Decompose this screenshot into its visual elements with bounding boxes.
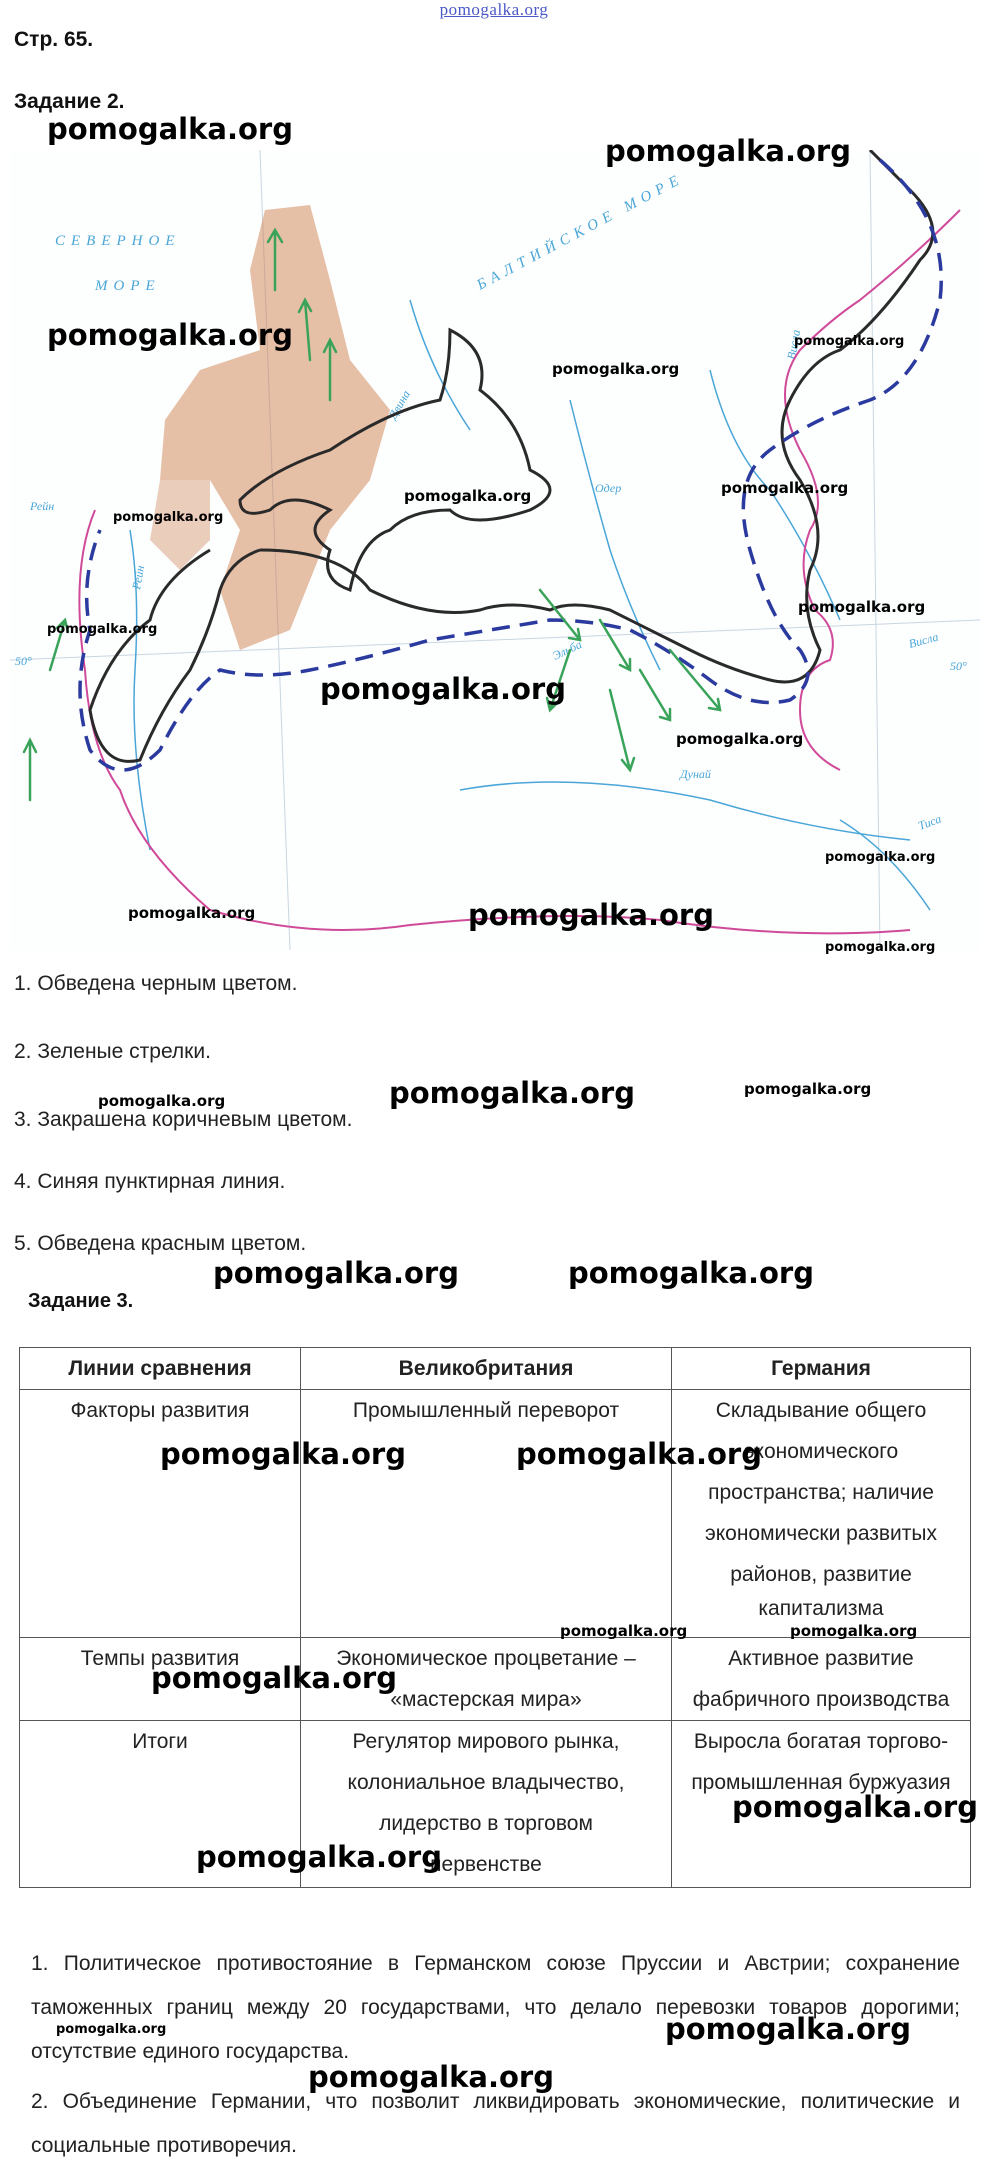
green-arrow <box>540 590 580 640</box>
watermark: pomogalka.org <box>825 940 936 955</box>
table-header-cell: Линии сравнения <box>20 1348 301 1390</box>
green-arrow <box>640 670 670 720</box>
answer-item: 5. Обведена красным цветом. <box>14 1232 307 1255</box>
task3-title: Задание 3. <box>28 1290 134 1312</box>
watermark: pomogalka.org <box>113 510 224 525</box>
answer-item: 3. Закрашена коричневым цветом. <box>14 1108 353 1131</box>
watermark: pomogalka.org <box>47 318 293 352</box>
watermark: pomogalka.org <box>676 730 804 748</box>
watermark: pomogalka.org <box>56 2022 167 2037</box>
table-row <box>20 1638 971 1721</box>
map-label-north-sea-1: СЕВЕРНОЕ <box>55 233 181 249</box>
cell-line: колониальное владычество, <box>347 1771 625 1794</box>
table-header-cell: Германия <box>672 1348 971 1390</box>
watermark: pomogalka.org <box>389 1076 635 1110</box>
watermark: pomogalka.org <box>790 1622 918 1640</box>
map-label-dvina: Двина <box>385 387 413 422</box>
watermark: pomogalka.org <box>794 334 905 349</box>
cell-line: Выросла богатая торгово- <box>693 1730 949 1753</box>
answer-item: 1. Обведена черным цветом. <box>14 972 298 995</box>
green-arrows <box>24 230 720 800</box>
watermark: pomogalka.org <box>516 1437 762 1471</box>
table-cell: Темпы развития <box>20 1638 301 1721</box>
watermark: pomogalka.org <box>721 479 849 497</box>
watermark: pomogalka.org <box>744 1080 872 1098</box>
map-svg <box>10 150 980 950</box>
table-cell <box>301 1638 672 1721</box>
watermark: pomogalka.org <box>160 1437 406 1471</box>
map-label-lat-right: 50° <box>950 659 967 673</box>
watermark: pomogalka.org <box>665 2012 911 2046</box>
green-arrow <box>50 620 68 670</box>
table-row <box>20 1721 971 1888</box>
table-header-cell: Великобритания <box>301 1348 672 1390</box>
watermark: pomogalka.org <box>798 598 926 616</box>
map-label-elbe: Эльба <box>550 637 584 663</box>
watermark: pomogalka.org <box>213 1256 459 1290</box>
watermark: pomogalka.org <box>732 1790 978 1824</box>
cell-line: Промышленный переворот <box>352 1399 620 1422</box>
watermark: pomogalka.org <box>320 672 566 706</box>
red-border <box>79 210 960 933</box>
watermark: pomogalka.org <box>128 904 256 922</box>
map-label-north-sea-2: МОРЕ <box>95 278 161 294</box>
page-label: Стр. 65. <box>14 28 94 51</box>
cell-line: лидерство в торговом <box>379 1812 593 1835</box>
map-label-oder: Одер <box>595 481 622 495</box>
table-cell <box>672 1638 971 1721</box>
answer-paragraph: 1. Политическое противостояние в Германском союзе Пруссии и Австрии; сохранение таможенных границ между 20 государствами, что делало перевозки товаров дорогими; отсутствие единого государства. <box>31 1952 960 2063</box>
map-label-lat-left: 50° <box>15 654 32 668</box>
green-arrow <box>24 740 36 800</box>
cell-line: Экономическое процветание – <box>336 1647 636 1670</box>
map-label-danube: Дунай <box>680 767 711 781</box>
answer-paragraph: 2. Объединение Германии, что позволит ликвидировать экономические, политические и социальные противоречия. <box>31 2090 960 2157</box>
map-label-tisza: Тиса <box>916 811 944 833</box>
map-label-rhine-mid: Рейн <box>129 564 148 591</box>
map-label-vistula-top: Висла <box>784 328 804 361</box>
cell-line: «мастерская мира» <box>390 1688 582 1711</box>
table-cell <box>301 1721 672 1888</box>
watermark: pomogalka.org <box>308 2060 554 2094</box>
cell-line: Регулятор мирового рынка, <box>352 1730 620 1753</box>
table-cell <box>301 1390 672 1638</box>
watermark: pomogalka.org <box>47 622 158 637</box>
watermark: pomogalka.org <box>47 112 293 146</box>
cell-line: промышленная буржуазия <box>691 1771 951 1794</box>
watermark: pomogalka.org <box>825 850 936 865</box>
table-cell <box>672 1721 971 1888</box>
site-header-link[interactable]: pomogalka.org <box>439 0 549 19</box>
comparison-table <box>19 1347 971 1888</box>
cell-line: первенстве <box>430 1853 542 1876</box>
table-cell <box>672 1390 971 1638</box>
historical-map <box>10 150 980 950</box>
watermark: pomogalka.org <box>605 134 851 168</box>
cell-line: Активное развитие <box>728 1647 914 1670</box>
answer-item: 4. Синяя пунктирная линия. <box>14 1170 286 1193</box>
green-arrow <box>610 690 634 770</box>
watermark: pomogalka.org <box>552 360 680 378</box>
map-label-rhine-left: Рейн <box>30 499 55 513</box>
cell-line: Складывание общего <box>715 1399 927 1422</box>
watermark: pomogalka.org <box>568 1256 814 1290</box>
table-cell: Факторы развития <box>20 1390 301 1638</box>
watermark: pomogalka.org <box>98 1092 226 1110</box>
cell-line: экономического <box>743 1440 899 1463</box>
watermark: pomogalka.org <box>560 1622 688 1640</box>
answer-item: 2. Зеленые стрелки. <box>14 1040 211 1063</box>
map-label-baltic-sea: БАЛТИЙСКОЕ МОРЕ <box>474 170 687 294</box>
table-cell: Итоги <box>20 1721 301 1888</box>
map-label-vistula-bottom: Висла <box>907 629 940 651</box>
watermark: pomogalka.org <box>404 487 532 505</box>
table-header-row <box>20 1348 971 1390</box>
cell-line: капитализма <box>758 1597 884 1620</box>
cell-line: экономически развитых <box>705 1522 937 1545</box>
watermark: pomogalka.org <box>468 898 714 932</box>
watermark: pomogalka.org <box>151 1661 397 1695</box>
cell-line: пространства; наличие <box>708 1481 934 1504</box>
brown-industrial-region <box>150 205 390 650</box>
cell-line: районов, развитие <box>730 1563 912 1586</box>
task2-title: Задание 2. <box>14 90 125 113</box>
watermark: pomogalka.org <box>196 1840 442 1874</box>
table-row <box>20 1390 971 1638</box>
cell-line: фабричного производства <box>692 1688 950 1711</box>
